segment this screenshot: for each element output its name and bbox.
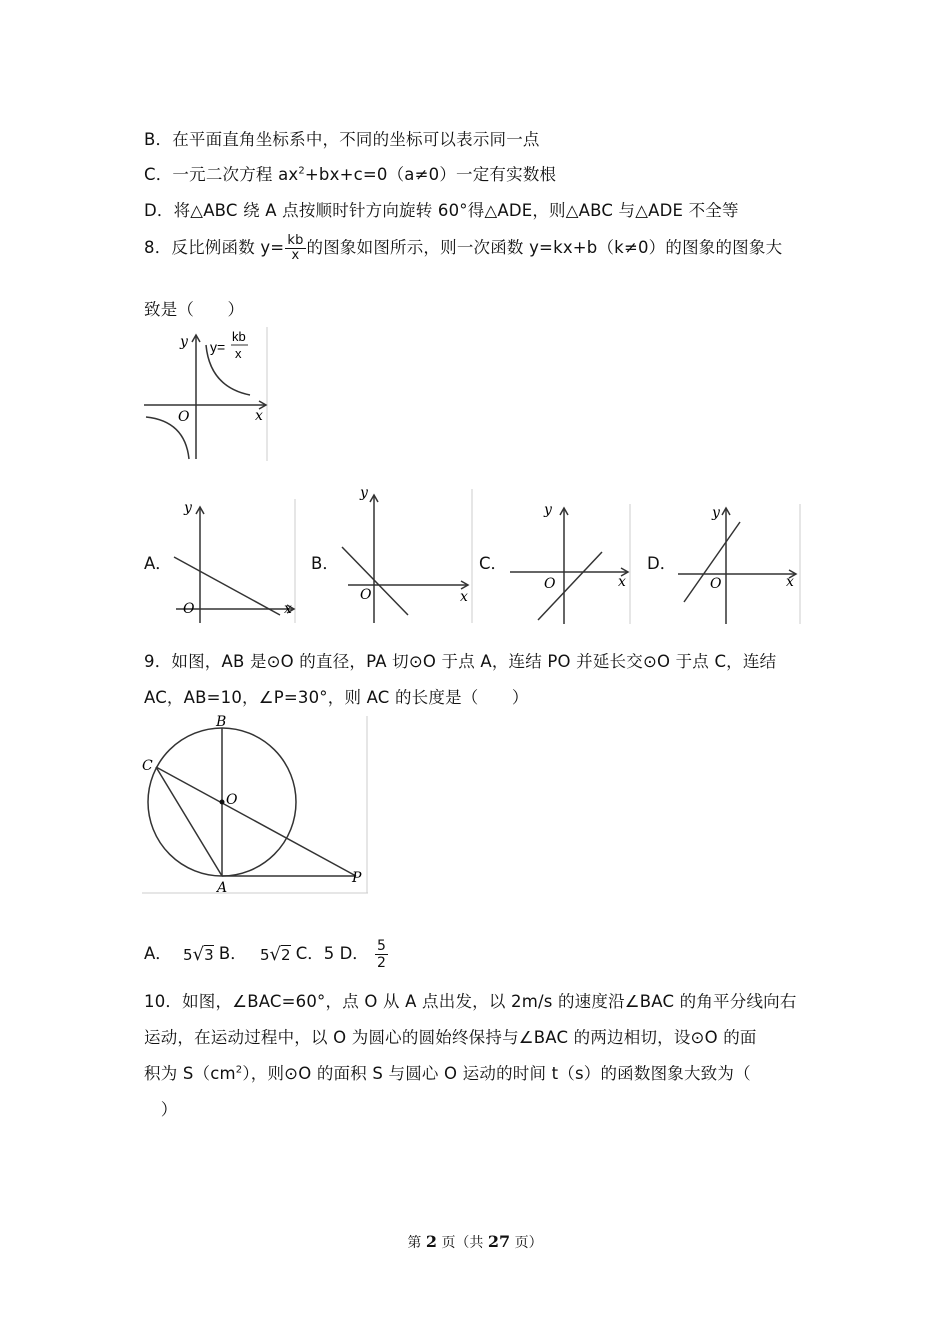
- question-10-line-4: ）: [144, 1100, 178, 1119]
- q9-answer-options: [144, 938, 389, 971]
- question-10-line-1: 10．如图，∠BAC=60°，点 O 从 A 点出发，以 2m/s 的速度沿∠BAC 的角平分线向右: [144, 992, 797, 1011]
- x-label: x: [255, 408, 263, 424]
- q8-hyperbola-figure: [140, 325, 270, 465]
- label-o: O: [226, 792, 238, 808]
- svg-text:x: x: [460, 589, 468, 605]
- chord-ac: [156, 767, 222, 876]
- origin-label: O: [178, 409, 190, 425]
- svg-text:y: y: [184, 500, 192, 516]
- q8-option-a-label: A．: [144, 554, 172, 573]
- svg-text:x: x: [284, 601, 292, 617]
- label-a: A: [217, 880, 228, 896]
- label-p: P: [352, 870, 362, 886]
- current-page-number: 2: [425, 1232, 437, 1251]
- q9-option-b-value: 5√2: [259, 944, 291, 965]
- question-10-line-2: 运动，在运动过程中，以 O 为圆心的圆始终保持与∠BAC 的两边相切，设⊙O 的面: [144, 1028, 757, 1047]
- svg-text:O: O: [183, 601, 195, 617]
- q8-fraction: $\frac{kb}{x}$: [287, 233, 304, 263]
- label-b: B: [216, 714, 227, 730]
- option-c-text: C．一元二次方程 $ax^2+bx+c=0(a\ne 0)$一定有实数根: [144, 165, 557, 184]
- q8-option-c-label: C．: [479, 554, 508, 573]
- svg-text:O: O: [710, 576, 722, 592]
- question-9-line-2: AC，AB=10，∠P=30°，则 AC 的长度是（ ）: [144, 688, 529, 707]
- q8-option-a-graph: [168, 495, 298, 625]
- question-10-line-3: 积为 $S(cm^2)$，则⊙O 的面积 S 与圆心 O 运动的时间 t（s）的函数图象大致为（: [144, 1064, 751, 1083]
- svg-text:y: y: [544, 502, 552, 518]
- svg-text:x: x: [618, 574, 626, 590]
- curve-label: y=: [210, 339, 226, 355]
- label-c: C: [142, 758, 153, 774]
- total-page-number: 27: [487, 1232, 511, 1251]
- q8-option-d-label: D．: [647, 554, 677, 573]
- curve-frac-den: x: [235, 346, 242, 361]
- q8-option-b-label: B．: [311, 554, 339, 573]
- q9-option-a-value: 5√3: [183, 944, 214, 965]
- svg-text:y: y: [712, 505, 720, 521]
- q9-option-d-label: D．: [339, 944, 369, 963]
- q8-option-b-graph: [338, 485, 474, 625]
- q8-option-d-graph: [674, 500, 802, 626]
- q8-option-c-graph: [506, 500, 632, 626]
- page-footer: 第 2 页（共 27 页）: [407, 1232, 543, 1251]
- question-9-line-1: 9．如图，AB 是⊙O 的直径，PA 切⊙O 于点 A，连结 PO 并延长交⊙O 于点 C，连结: [144, 652, 777, 671]
- svg-text:O: O: [360, 587, 372, 603]
- question-8-text: 8．反比例函数 y= $\frac{kb}{x}$ 的图象如图所示，则一次函数 y=kx+b（k≠0）的图象的图象大: [144, 233, 783, 263]
- q9-option-b-label: B．: [218, 944, 247, 963]
- y-label: y: [180, 334, 188, 350]
- line-graph: [342, 547, 408, 615]
- question-8-continuation: 致是（ ）: [144, 300, 245, 319]
- svg-text:x: x: [786, 574, 794, 590]
- svg-text:O: O: [544, 576, 556, 592]
- q9-option-d-value: $\frac{5}{2}$: [377, 938, 386, 971]
- line-pc: [156, 767, 356, 876]
- option-d-text: D．将△ABC 绕 A 点按顺时针方向旋转 60°得△ADE，则△ABC 与△ADE 不全等: [144, 201, 739, 220]
- q9-option-a-label: A．: [144, 944, 172, 963]
- svg-text:y: y: [360, 485, 368, 501]
- curve-frac-num: kb: [232, 329, 246, 344]
- option-b-text: B．在平面直角坐标系中，不同的坐标可以表示同一点: [144, 130, 540, 149]
- q9-option-c: C．5: [295, 944, 335, 963]
- q9-circle-figure: [138, 712, 370, 896]
